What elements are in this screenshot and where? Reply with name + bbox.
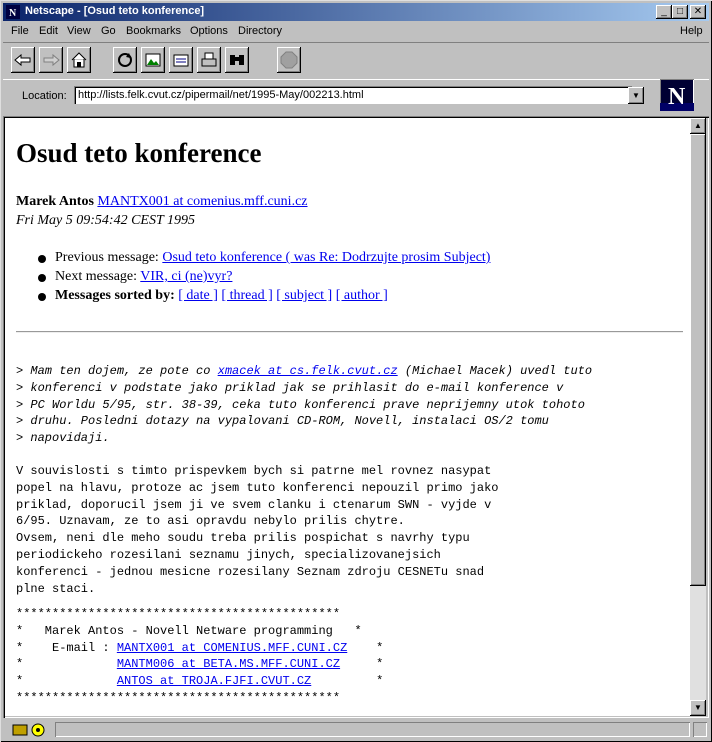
quoted-line: > konferenci v podstate jako priklad jak se prihlasit do e-mail konference v: [16, 380, 564, 395]
chevron-up-icon: ▲: [694, 121, 702, 130]
signature-line: *: [16, 657, 117, 672]
status-progress-area: [693, 722, 707, 737]
status-bar: [3, 720, 709, 739]
maximize-icon: □: [676, 6, 684, 17]
window-title: Netscape - [Osud teto konference]: [25, 5, 205, 17]
reload-button[interactable]: [113, 47, 137, 73]
menu-help[interactable]: Help: [680, 25, 703, 37]
minimize-button[interactable]: [656, 5, 672, 19]
body-line: priklad, doporucil jsem ji ve svem clanku i ctenarum SWN - vyjde v: [16, 497, 492, 512]
body-line: plne staci.: [16, 581, 96, 596]
next-label: Next message:: [55, 269, 138, 284]
message-date: Fri May 5 09:54:42 CEST 1995: [16, 213, 196, 228]
location-field[interactable]: [74, 86, 632, 104]
location-bar: [3, 79, 709, 113]
minimize-icon: _: [661, 6, 667, 17]
signature-line: *: [340, 657, 384, 672]
reload-icon: [116, 51, 134, 69]
url-input[interactable]: [78, 88, 618, 102]
signature-line: * Marek Antos - Novell Netware programming *: [16, 623, 362, 638]
quoted-line: > napovidaji.: [16, 431, 110, 446]
scroll-thumb[interactable]: [690, 134, 706, 586]
chevron-down-icon: ▼: [632, 91, 640, 100]
stop-button[interactable]: [277, 47, 301, 73]
quoted-line: (Michael Macek) uvedl tuto: [397, 364, 593, 378]
home-button[interactable]: [67, 47, 91, 73]
page-content: [5, 118, 690, 716]
scroll-down-button[interactable]: [690, 700, 706, 716]
stop-icon: [280, 51, 298, 69]
sort-options-item: [38, 288, 490, 307]
signature-line: * E-mail :: [16, 640, 117, 655]
svg-text:N: N: [9, 8, 17, 19]
open-icon: [172, 51, 190, 69]
print-button[interactable]: [197, 47, 221, 73]
menu-options[interactable]: Options: [190, 25, 228, 37]
signature-block: [16, 606, 383, 707]
find-button[interactable]: [225, 47, 249, 73]
menu-bookmarks[interactable]: Bookmarks: [126, 25, 182, 37]
back-button[interactable]: [11, 47, 35, 73]
signature-line: *: [16, 674, 117, 689]
divider: [16, 331, 683, 333]
quoted-line: > Mam ten dojem, ze pote co: [16, 364, 218, 378]
signature-email-link-3[interactable]: ANTOS at TROJA.FJFI.CVUT.CZ: [116, 674, 312, 689]
quoted-line: > PC Worldu 5/95, str. 38-39, ceka tuto konferenci prave neprijemny utok tohoto: [16, 397, 585, 412]
signature-line: *: [347, 640, 384, 655]
author-line: [16, 194, 308, 210]
forward-button[interactable]: [39, 47, 63, 73]
body-line: 6/95. Uznavam, ze to asi opravdu nebylo prilis chytre.: [16, 514, 405, 529]
netscape-app-icon: [6, 5, 20, 19]
find-icon: [228, 51, 246, 69]
page-title: Osud teto konference: [16, 138, 262, 168]
back-icon: [14, 53, 32, 67]
close-icon: ✕: [693, 6, 703, 17]
next-message-item: [38, 269, 490, 288]
images-button[interactable]: [141, 47, 165, 73]
sort-by-author-link[interactable]: [ author ]: [335, 288, 388, 303]
author-name: Marek Antos: [16, 194, 94, 209]
signature-border: *********************************************: [16, 690, 341, 705]
quoted-text: [16, 363, 592, 447]
sort-by-date-link[interactable]: [ date ]: [178, 288, 218, 303]
signature-border: *********************************************: [16, 607, 341, 621]
svg-text:N: N: [668, 84, 686, 110]
body-line: popel na hlavu, protoze ac jsem tuto konferenci nepouzil primo jako: [16, 480, 499, 495]
message-body: [16, 463, 498, 597]
previous-label: Previous message:: [55, 250, 159, 265]
previous-message-link[interactable]: Osud teto konference ( was Re: Dodrzujte prosim Subject): [162, 250, 491, 265]
body-line: V souvislosti s timto prispevkem bych si patrne mel rovnez nasypat: [16, 464, 492, 478]
open-button[interactable]: [169, 47, 193, 73]
toolbar: [3, 42, 709, 80]
status-message-area: [55, 722, 690, 737]
quoted-line: > druhu. Posledni dotazy na vypalovani CD-ROM, Novell, instalaci OS/2 tomu: [16, 414, 549, 429]
message-nav: [38, 250, 490, 307]
menu-edit[interactable]: Edit: [39, 25, 58, 37]
sorted-by-label: Messages sorted by:: [55, 288, 175, 303]
menu-file[interactable]: File: [11, 25, 29, 37]
quoted-email-link[interactable]: xmacek at cs.felk.cvut.cz: [217, 364, 398, 378]
location-dropdown-button[interactable]: [628, 87, 644, 104]
chevron-down-icon: ▼: [694, 703, 702, 712]
netscape-n-icon: [660, 79, 694, 111]
signature-email-link-1[interactable]: MANTX001 at COMENIUS.MFF.CUNI.CZ: [116, 640, 348, 655]
title-bar: [3, 3, 709, 21]
maximize-button[interactable]: [672, 5, 688, 19]
sort-by-thread-link[interactable]: [ thread ]: [221, 288, 273, 303]
home-icon: [70, 52, 88, 68]
close-button[interactable]: [690, 5, 706, 19]
body-line: konferenci - jednou mesicne rozesilany Seznam zdroju CESNETu snad: [16, 564, 485, 579]
next-message-link[interactable]: VIR, ci (ne)vyr?: [140, 269, 233, 284]
signature-email-link-2[interactable]: MANTM006 at BETA.MS.MFF.CUNI.CZ: [116, 657, 341, 672]
author-email-link[interactable]: MANTX001 at comenius.mff.cuni.cz: [97, 194, 308, 209]
body-line: Ovsem, neni dle meho soudu treba prilis pospichat s navrhy typu: [16, 531, 470, 546]
sort-by-subject-link[interactable]: [ subject ]: [276, 288, 333, 303]
location-label: Location:: [22, 90, 67, 102]
scroll-up-button[interactable]: [690, 118, 706, 134]
vertical-scrollbar[interactable]: [690, 118, 706, 716]
signature-line: *: [311, 674, 384, 689]
previous-message-item: [38, 250, 490, 269]
images-icon: [144, 51, 162, 69]
menu-directory[interactable]: Directory: [238, 25, 283, 37]
security-key-icon: [12, 722, 50, 738]
menu-bar: [3, 22, 709, 42]
menu-go[interactable]: Go: [101, 25, 116, 37]
menu-view[interactable]: View: [67, 25, 91, 37]
body-line: periodickeho rozesilani seznamu jinych, specializovanejsich: [16, 547, 441, 562]
forward-icon: [42, 53, 60, 67]
print-icon: [200, 51, 218, 69]
netscape-logo: [660, 79, 694, 111]
